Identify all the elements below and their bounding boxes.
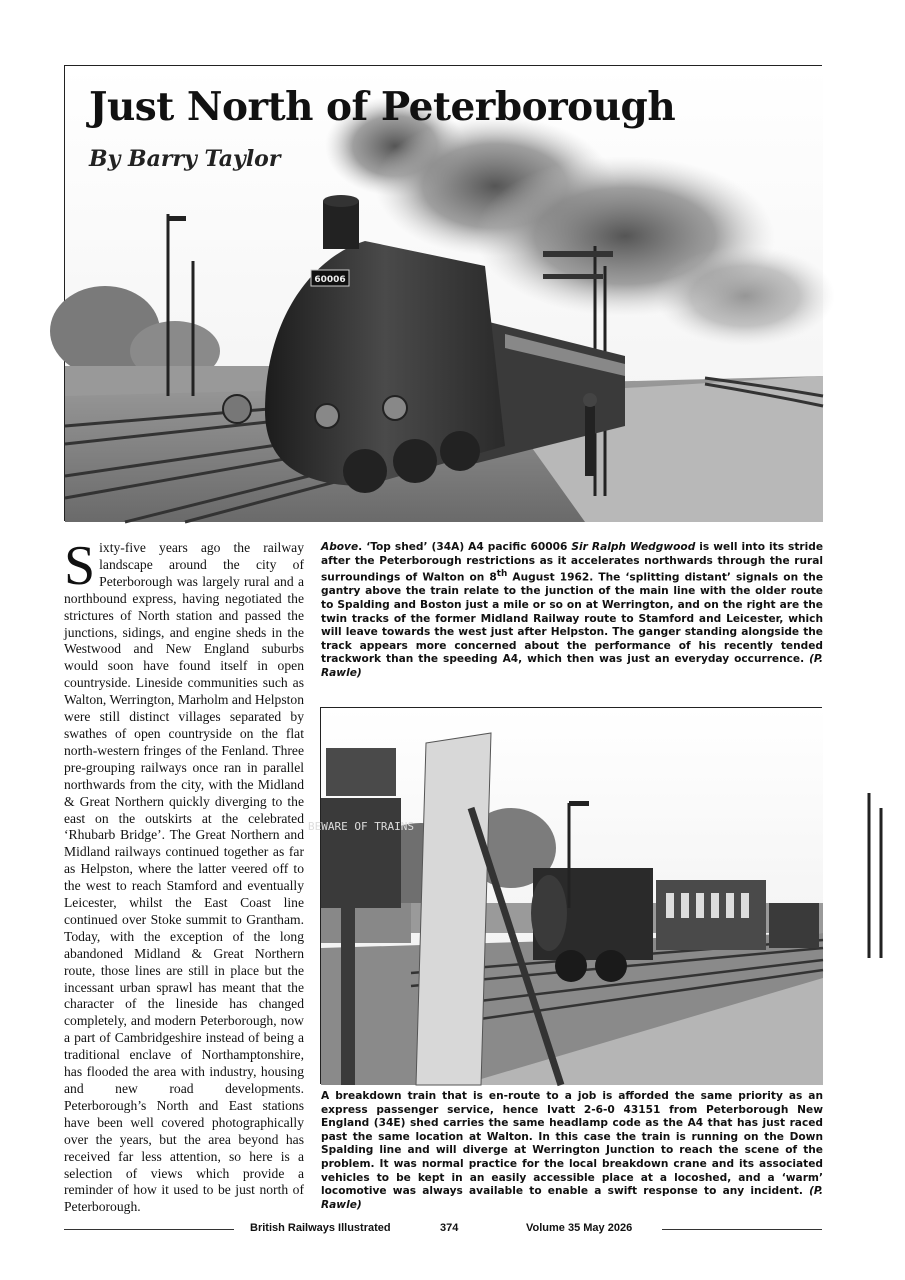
page-number: 374 [440,1222,459,1234]
loco-name: Sir Ralph Wedgwood [571,541,696,553]
article-title: Just North of Peterborough [89,84,676,130]
breakdown-train-illustration [308,708,823,1085]
loco-number-plate: 60006 [314,275,346,285]
caption-text: A breakdown train that is en-route to a job is afforded the same priority as an express passenger service, hence Ivatt 2-6-0 43151 from Peterborough New England (34E) shed carries the same headlamp code as the A4 that has just raced past the same location at Walton. In this case the train is running on the Down Spalding line and will diverge at Werrington Junction to reach the scene of the problem. It was normal practice for the local breakdown crane and its associated vehicles to be kept in an easily accessible place at a locoshed, and a ‘warm’ locomotive was always available to enable a swift response to any incident. [321,1090,823,1198]
page-footer [64,1222,822,1242]
hero-photo [64,65,822,521]
footer-rule-right [662,1229,822,1230]
caption-superscript: th [496,569,508,580]
article-byline: By Barry Taylor [89,146,281,172]
photo2-caption [321,1090,823,1212]
caption-text: August 1962. The ‘splitting distant’ signals on the gantry above the train relate to the junction of the main line with the older route to Spalding and Boston just a mile or so on at Werrington, and on the right are the twin tracks of the former Midland Railway route to Stamford and Leicester, which will leave towards the west just after Helpston. The ganger standing alongside the track appears more concerned about the performance of his recently tended trackwork than the speeding A4, which then was just an everyday occurrence. [321,571,824,666]
drop-cap: S [64,535,96,597]
caption-text: . ‘Top shed’ (34A) A4 pacific 60006 [358,541,572,553]
publication-name: British Railways Illustrated [250,1222,391,1234]
photo1-caption [321,541,823,680]
photo-credit: (P. Rawle) [321,1185,823,1211]
photo-credit: (P. Rawle) [321,653,823,679]
breakdown-train-photo [308,707,822,1084]
body-text: ixty-five years ago the railway landscape around the city of Peterborough was largely rural and a northbound express, having negotiated the strictures of North station and passed the junctions, sidings, and engine sheds in the Westwood and New England suburbs would soon have found itself in open countryside. Lineside communities such as Walton, Werrington, Marholm and Helpston were still distinct villages separated by swathes of open countryside on the flat north-western fringes of the Fenland. Three pre-grouping railways once ran in parallel northwards from the city, with the Midland & Great Northern quickly diverging to the east on the outskirts at the celebrated ‘Rhubarb Bridge’. The Great Northern and Midland railways continued together as far as Helpston, where the latter veered off to the west to reach Stamford and eventually Leicester, whilst the East Coast line continued over Stoke summit to Grantham. Today, with the exception of the long abandoned Midland & Great Northern route, those lines are still in place but the incessant urban sprawl has meant that the character of the lineside has changed completely, and modern Peterborough, now a part of Cambridgeshire instead of being a traditional enclave of Northamptonshire, has flooded the area with industry, housing and new road developments. Peterborough’s North and East stations have been well covered photographically over the years, but the area beyond has received far less attention, so here is a selection of views which provide a reminder of how it used to be just north of Peterborough. [64,540,304,1215]
beware-sign-text: BEWARE OF TRAINS [308,820,414,833]
caption-text: is well into its stride after the Peterborough restrictions as it accelerates northwards through the rural surroundings of Walton on 8 [321,541,824,584]
footer-rule-left [64,1229,234,1230]
a4-locomotive-photo [65,66,823,522]
article-body [64,535,304,1216]
issue-info: Volume 35 May 2026 [526,1222,633,1234]
caption-lead: Above [321,541,359,553]
